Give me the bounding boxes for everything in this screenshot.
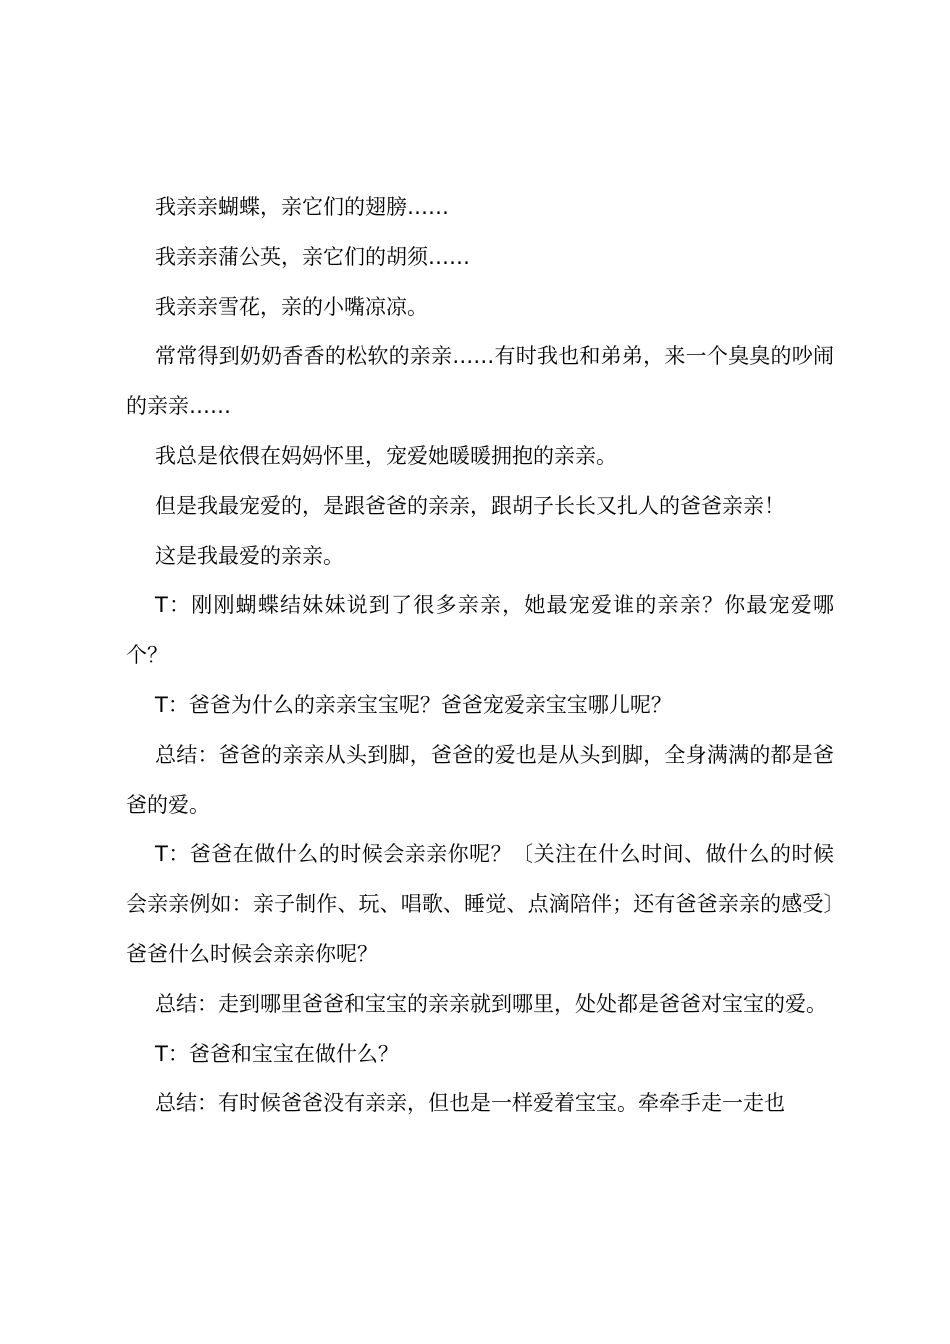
paragraph-question-4: T：爸爸和宝宝在做什么？ (155, 1041, 399, 1066)
paragraph-butterfly: 我亲亲蝴蝶，亲它们的翅膀…… (155, 195, 449, 219)
paragraph-summary-2: 总结：走到哪里爸爸和宝宝的亲亲就到哪里，处处都是爸爸对宝宝的爱。 (155, 991, 827, 1016)
paragraph-question-2: T：爸爸为什么的亲亲宝宝呢？爸爸宠爱亲宝宝哪儿呢？ (155, 692, 672, 717)
paragraph-grandma-kiss: 常常得到奶奶香香的松软的亲亲……有时我也和弟弟，来一个臭臭的吵闹的亲亲…… (126, 344, 834, 419)
paragraph-question-1: T：刚刚蝴蝶结妹妹说到了很多亲亲，她最宠爱谁的亲亲？你最宠爱哪个？ (126, 593, 834, 668)
paragraph-dandelion: 我亲亲蒲公英，亲它们的胡须…… (155, 244, 470, 269)
paragraph-dad-kiss: 但是我最宠爱的，是跟爸爸的亲亲，跟胡子长长又扎人的爸爸亲亲！ (155, 493, 785, 518)
paragraph-summary-1: 总结：爸爸的亲亲从头到脚，爸爸的爱也是从头到脚，全身满满的都是爸爸的爱。 (126, 742, 834, 817)
paragraph-mom-hug: 我总是依偎在妈妈怀里，宠爱她暖暖拥抱的亲亲。 (155, 443, 617, 468)
paragraph-favorite-kiss: 这是我最爱的亲亲。 (155, 543, 344, 568)
paragraph-snowflake: 我亲亲雪花，亲的小嘴凉凉。 (155, 294, 428, 319)
document-body (126, 183, 834, 1129)
paragraph-summary-3: 总结：有时候爸爸没有亲亲，但也是一样爱着宝宝。牵牵手走一走也 (155, 1091, 785, 1116)
paragraph-question-3: T：爸爸在做什么的时候会亲亲你呢？〔关注在什么时间、做什么的时候会亲亲例如：亲子制作、玩、唱歌、睡觉、点滴陪伴；还有爸爸亲亲的感受〕爸爸什么时候会亲亲你呢？ (126, 842, 834, 966)
